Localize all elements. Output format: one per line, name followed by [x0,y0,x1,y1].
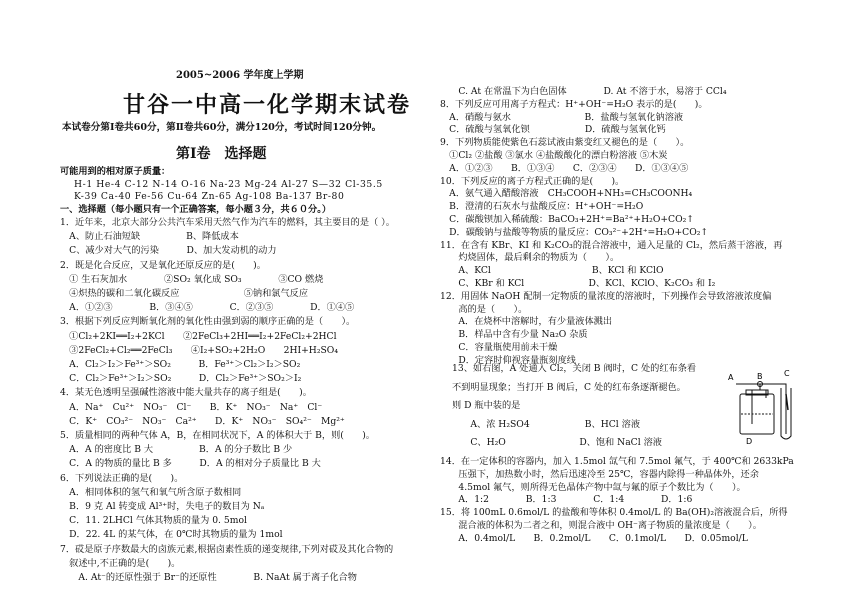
right-question-line: A．硝酸与氨水 B．盐酸与氢氧化钠溶液 [440,111,684,123]
masses-label: 可能用到的相对原子质量： [60,166,171,177]
right-question-lower-line: 15．将 100mL 0.6mol/L 的盐酸和等体积 0.4mol/L 的 Ba(OH)₂溶液混合后，所得 [440,507,788,519]
right-question-lower-line: A．0.4mol/L B．0.2mol/L C．0.1mol/L D．0.05mol/L [440,532,748,544]
left-question-line: ①Cl₂+2KI══I₂+2KCl ②2FeCl₃+2HI══I₂+2FeCl₂+2HCl [60,330,337,342]
right-question-line: B．澄清的石灰水与盐酸反应：H⁺+OH⁻=H₂O [440,201,644,213]
left-question-line: A．①②③ B．③④⑤ C．②③⑤ D．①④⑤ [60,302,355,314]
masses-line-2: K-39 Ca-40 Fe-56 Cu-64 Zn-65 Ag-108 Ba-137 Br-80 [74,191,345,202]
right-question-line: 灼烧固体，最后剩余的物质为（ ）。 [440,252,620,264]
left-question-line: D．22. 4L 的某气体，在 0℃时其物质的量为 1mol [60,529,283,541]
page-title: 甘谷一中高一化学期末试卷 [123,92,412,118]
figure-label-b: B [757,372,763,381]
right-question-line: B．样品中含有少量 Na₂O 杂质 [440,329,588,341]
masses-line-1: H-1 He-4 C-12 N-14 O-16 Na-23 Mg-24 Al-27 S—32 Cl-35.5 [74,179,383,190]
right-question-line: A．在烧杯中溶解时，有少量液体溅出 [440,316,613,328]
left-question-line: C．Cl₂＞Fe³⁺＞I₂＞SO₂ D．Cl₂＞Fe³⁺＞SO₂＞I₂ [60,373,302,385]
right-question-line: D．碳酸钠与盐酸等物质的量反应：CO₃²⁻+2H⁺=H₂O+CO₂↑ [440,226,709,238]
left-question-line: A．A 的密度比 B 大 B．A 的分子数比 B 少 [60,444,293,456]
right-question-line: C．硫酸与氢氧化钡 D．硫酸与氢氧化钙 [440,124,666,136]
right-question-line: 高的是（ ）。 [440,303,528,315]
exam-note: 本试卷分第Ⅰ卷共60分，第Ⅱ卷共60分，满分120分，考试时间120分钟。 [62,122,382,133]
left-question-line: 5．质量相同的两种气体 A，B，在相同状况下，A 的体积大于 B，则( )。 [60,430,375,441]
right-question-line: ①Cl₂ ②盐酸 ③氯水 ④盐酸酸化的漂白粉溶液 ⑤木炭 [440,150,668,161]
right-question-line: C. At 在常温下为白色固体 D. At 不溶于水，易溶于 CCl₄ [440,86,727,97]
right-question-lower-line: 14．在一定体积的容器内，加入 1.5mol 氙气和 7.5mol 氟气，于 400℃和 2633kPa [440,456,794,467]
header-year: 2005~2006 学年度上学期 [176,70,304,81]
part1-heading: 一、选择题（每小题只有一个正确答案，每小题３分，共６０分。） [60,204,332,215]
left-question-line: A．Cl₂＞I₂＞Fe³⁺＞SO₂ B．Fe³⁺＞Cl₂＞I₂＞SO₂ [60,359,301,370]
question-13-line: C、H₂O D、饱和 NaCl 溶液 [452,437,662,449]
apparatus-figure [726,364,802,446]
right-question-line: 9．下列物质能使紫色石蕊试液由紫变红又褪色的是（ ）。 [440,137,690,149]
left-question-line: B．9 克 Al 转变成 Al³⁺时，失电子的数目为 Nₐ [60,501,265,512]
left-question-line: ④炽热的碳和二氧化碳反应 ⑤钠和氯气反应 [60,288,309,299]
right-question-line: 12．用固体 NaOH 配制一定物质的量浓度的溶液时，下列操作会导致溶液浓度偏 [440,290,772,302]
right-question-lower-line: A．1:2 B．1:3 C．1:4 D．1:6 [440,494,693,506]
left-question-line: ① 生石灰加水 ②SO₂ 氧化成 SO₃ ③CO 燃烧 [60,273,324,285]
question-13-line: 不到明显现象；当打开 B 阀后，C 处的红布条逐渐褪色。 [452,381,686,393]
left-question-line: A、防止石油短缺 B、降低成本 [60,231,239,243]
right-question-line: A．氨气通入醋酸溶液 CH₃COOH+NH₃=CH₃COONH₄ [440,188,693,200]
left-question-line: A．相同体积的氢气和氧气所含原子数相同 [60,486,242,498]
left-question-line: ③2FeCl₂+Cl₂══2FeCl₃ ④I₂+SO₂+2H₂O 2HI+H₂SO₄ [60,344,339,356]
left-question-line: 7．砹是原子序数最大的卤族元素,根据卤素性质的递变规律,下列对砹及其化合物的 [60,543,394,555]
right-question-line: C、KBr 和 KCl D、KCl、KClO、K₂CO₃ 和 I₂ [440,278,716,289]
left-question-line: 叙述中,不正确的是( )。 [60,557,181,569]
left-question-line: 6．下列说法正确的是( )。 [60,472,184,484]
left-question-line: A. At⁻的还原性强于 Br⁻的还原性 B. NaAt 属于离子化合物 [60,572,357,583]
left-question-line: C、减少对大气的污染 D、加大发动机的动力 [60,245,277,257]
left-question-line: C．K⁺ CO₃²⁻ NO₃⁻ Ca²⁺ D．K⁺ NO₃⁻ SO₄²⁻ Mg²⁺ [60,415,345,427]
right-question-line: C．碳酸钡加入稀硫酸：BaCO₃+2H⁺=Ba²⁺+H₂O+CO₂↑ [440,214,694,225]
left-question-line: A．Na⁺ Cu²⁺ NO₃⁻ Cl⁻ B．K⁺ NO₃⁻ Na⁺ Cl⁻ [60,401,323,413]
right-question-line: 11．在含有 KBr、KI 和 K₂CO₃的混合溶液中，通入足量的 Cl₂，然后蒸干溶液，再 [440,239,783,251]
right-question-lower-line: 混合液的体积为二者之和，则混合液中 OH⁻离子物质的量浓度是（ ）。 [440,520,762,531]
figure-label-d: D [746,437,753,446]
left-question-line: 3．根据下列反应判断氧化剂的氧化性由强到弱的顺序正确的是（ ）。 [60,316,356,328]
left-question-line: 1．近年来，北京大部分公共汽车采用天然气作为汽车的燃料，其主要目的是（ ）。 [60,217,395,228]
question-13-line: 则 D 瓶中装的是 [452,400,521,412]
right-question-lower-line: 4.5mol 氟气，则所得无色晶体产物中氙与氟的原子个数比为（ ）。 [440,481,746,493]
right-question-line: A、KCl B、KCl 和 KClO [440,265,664,277]
left-question-line: 2．既是化合反应，又是氧化还原反应的是( )。 [60,259,266,271]
gas-tubes [736,382,786,435]
section-title: 第Ⅰ卷 选择题 [176,146,267,162]
right-question-line: D．定容时仰视容量瓶刻度线 [440,354,576,366]
question-13-line: 13、如右图，A 处通入 Cl₂，关闭 B 阀时，C 处的红布条看 [452,363,697,374]
figure-label-a: A [728,373,734,382]
left-question-line: C．A 的物质的量比 B 多 D．A 的相对分子质量比 B 大 [60,458,321,470]
right-question-line: 10．下列反应的离子方程式正确的是( )。 [440,175,625,187]
right-question-line: 8．下列反应可用离子方程式：H⁺+OH⁻=H₂O 表示的是( )。 [440,98,708,110]
right-question-line: A．①②③ B．①③④ C．②③④ D．①③④⑤ [440,162,689,174]
left-question-line: C．11. 2LHCl 气体其物质的量为 0. 5mol [60,515,247,527]
question-13-line: A、浓 H₂SO4 B、HCl 溶液 [452,418,641,430]
figure-label-c: C [784,369,790,378]
right-question-line: C．容量瓶使用前未干燥 [440,342,558,353]
left-question-line: 4．某无色透明呈强碱性溶液中能大量共存的离子组是( )。 [60,387,312,399]
right-question-lower-line: 压强下，加热数小时，然后迅速冷至 25℃，容器内除得一种晶体外，还余 [440,468,759,480]
wash-bottle-d [740,390,774,434]
